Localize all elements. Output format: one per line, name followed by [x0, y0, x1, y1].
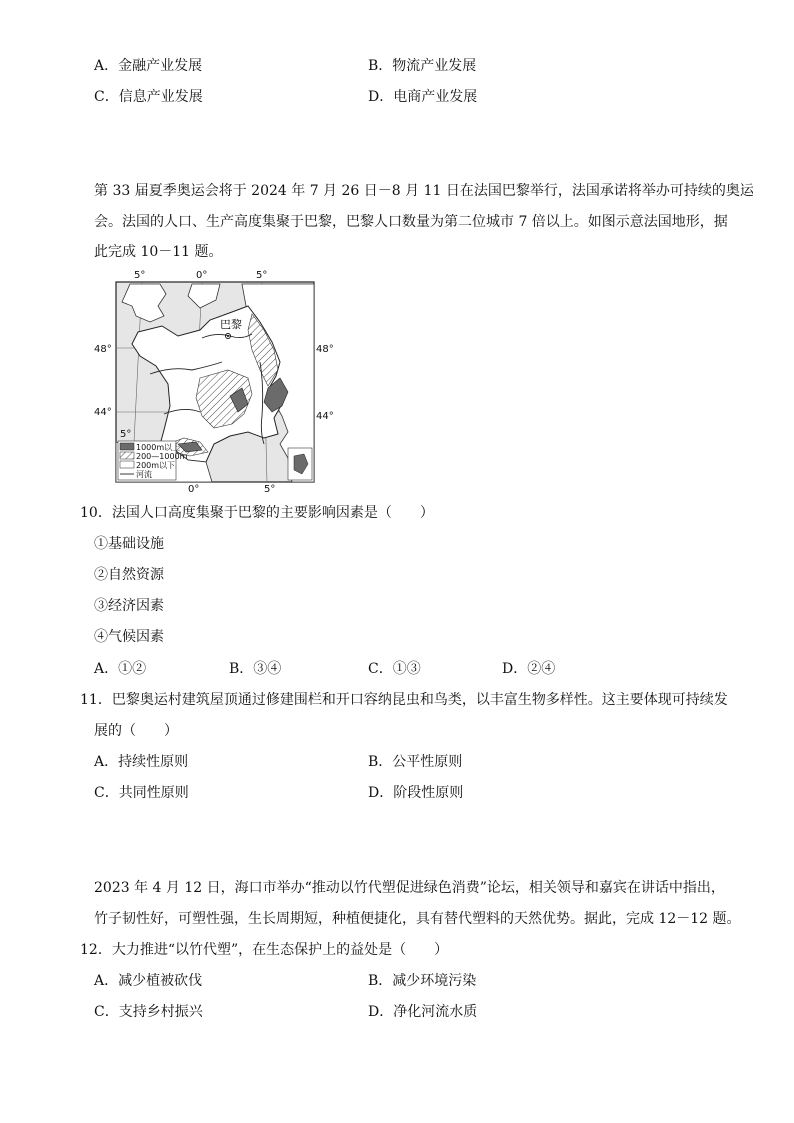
france-terrain-map [92, 266, 342, 494]
q11-option-d: D．阶段性原则 [368, 785, 464, 801]
legend-label-low: 200m以下 [136, 461, 176, 470]
passage-line: 此完成 10－11 题。 [94, 244, 223, 260]
legend-swatch-high [120, 443, 134, 450]
legend-swatch-mid [120, 452, 134, 459]
q11-option-a: A．持续性原则 [94, 754, 189, 770]
lat-label-right-2: 44° [316, 411, 334, 422]
q10-item-3: ③经济因素 [94, 598, 164, 614]
q10-option-a: A．①② [94, 661, 147, 677]
q10-item-2: ②自然资源 [94, 567, 164, 583]
lat-label-right-1: 48° [316, 344, 334, 355]
lon-label-top-3: 5° [256, 270, 268, 281]
legend-label-mid: 200—1000m [136, 452, 188, 461]
q12-option-b: B．减少环境污染 [368, 973, 477, 989]
option-a: A．金融产业发展 [94, 58, 203, 74]
passage-line: 第 33 届夏季奥运会将于 2024 年 7 月 26 日－8 月 11 日在法国巴黎举行，法国承诺将举办可持续的奥运 [94, 183, 754, 199]
passage-2-line: 2023 年 4 月 12 日，海口市举办“推动以竹代塑促进绿色消费”论坛，相关领导和嘉宾在讲话中指出， [94, 880, 725, 896]
q10-option-c: C．①③ [368, 661, 421, 677]
legend-label-high: 1000m以上 [136, 443, 181, 452]
lon-label-top-2: 0° [196, 270, 208, 281]
option-d: D．电商产业发展 [368, 89, 478, 105]
q10-item-1: ①基础设施 [94, 536, 164, 552]
lon-label-bottom-2: 5° [264, 484, 276, 494]
lat-label-left-1: 48° [94, 344, 112, 355]
q12-option-d: D．净化河流水质 [368, 1004, 478, 1020]
lon-label-inner: 5° [120, 429, 132, 440]
q10-option-d: D．②④ [502, 661, 556, 677]
question-12-stem: 12．大力推进“以竹代塑”，在生态保护上的益处是（ ） [80, 942, 449, 958]
option-c: C．信息产业发展 [94, 89, 203, 105]
question-11-stem: 11．巴黎奥运村建筑屋顶通过修建围栏和开口容纳昆虫和鸟类，以丰富生物多样性。这主要体现可持续发 [80, 692, 728, 708]
legend-label-river: 河流 [136, 470, 152, 479]
lon-label-bottom-1: 0° [188, 484, 200, 494]
paris-dot [227, 335, 229, 337]
legend-swatch-low [120, 461, 134, 468]
q11-option-c: C．共同性原则 [94, 785, 189, 801]
q12-option-a: A．减少植被砍伐 [94, 973, 203, 989]
lon-label-top-1: 5° [134, 270, 146, 281]
question-11-stem-cont: 展的（ ） [94, 723, 178, 739]
passage-2-line: 竹子韧性好，可塑性强，生长周期短，种植便捷化，具有替代塑料的天然优势。据此，完成 12－12 题。 [94, 911, 741, 927]
q10-option-b: B．③④ [229, 661, 282, 677]
passage-line: 会。法国的人口、生产高度集聚于巴黎，巴黎人口数量为第二位城市 7 倍以上。如图示意法国地形，据 [94, 214, 728, 230]
option-b: B．物流产业发展 [368, 58, 477, 74]
lat-label-left-2: 44° [94, 407, 112, 418]
q10-item-4: ④气候因素 [94, 629, 164, 645]
question-10-stem: 10．法国人口高度集聚于巴黎的主要影响因素是（ ） [80, 505, 434, 521]
q11-option-b: B．公平性原则 [368, 754, 463, 770]
q12-option-c: C．支持乡村振兴 [94, 1004, 203, 1020]
paris-label: 巴黎 [220, 318, 242, 331]
